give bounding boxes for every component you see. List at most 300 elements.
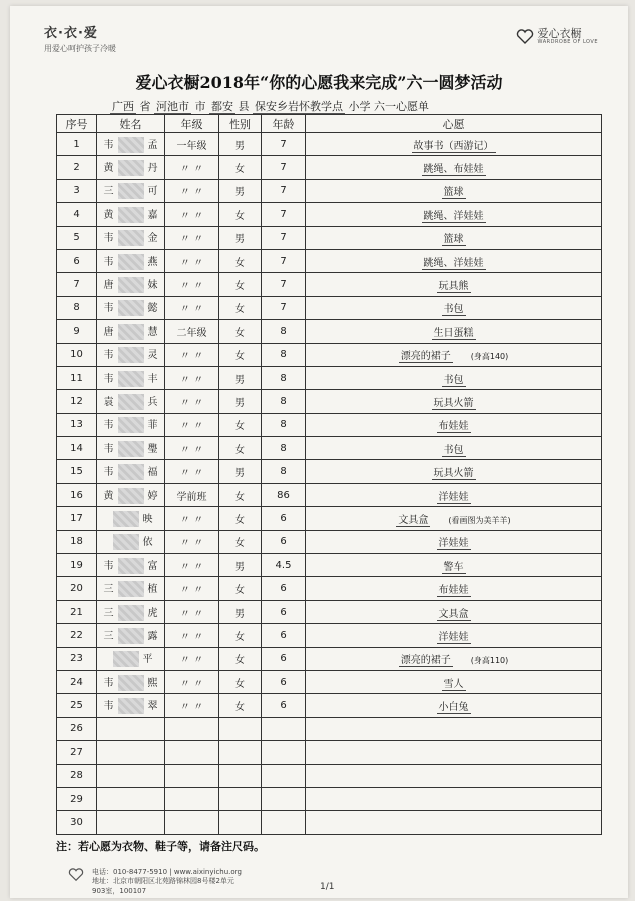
row-gender: 女	[219, 624, 262, 647]
redacted-name-mask	[118, 488, 144, 504]
name-surname: 黄	[103, 163, 114, 175]
wish-text: 书包	[443, 374, 464, 386]
brand-logo-right	[516, 28, 598, 46]
wish-text: 洋娃娃	[438, 538, 469, 550]
row-grade	[165, 741, 219, 764]
wish-text: 玩具火箭	[433, 468, 474, 480]
name-given: 璺	[147, 443, 158, 455]
name-given: 菲	[147, 420, 158, 432]
row-number: 26	[57, 717, 97, 740]
row-gender: 女	[219, 156, 262, 179]
name-surname: 韦	[103, 233, 114, 245]
name-given: 慧	[147, 326, 158, 338]
wish-text: 跳绳、洋娃娃	[423, 210, 484, 222]
row-age: 8	[262, 343, 306, 366]
redacted-name-mask	[118, 137, 144, 153]
table-row	[57, 647, 602, 670]
row-number: 2	[57, 156, 97, 179]
table-row	[57, 343, 602, 366]
row-age	[262, 717, 306, 740]
row-grade: 〃 〃	[165, 670, 219, 693]
row-number: 22	[57, 624, 97, 647]
row-gender	[219, 811, 262, 834]
redacted-name-mask	[118, 698, 144, 714]
row-wish	[306, 577, 602, 600]
table-row	[57, 741, 602, 764]
name-given: 植	[147, 584, 158, 596]
redacted-name-mask	[118, 230, 144, 246]
school-line	[110, 98, 429, 114]
name-surname: 三	[103, 607, 114, 619]
row-grade: 〃 〃	[165, 554, 219, 577]
redacted-name-mask	[118, 464, 144, 480]
wish-text: 漂亮的裙子	[400, 655, 451, 667]
county-label: 县	[238, 100, 250, 113]
col-header-name: 姓名	[97, 115, 165, 133]
row-gender	[219, 717, 262, 740]
row-number: 19	[57, 554, 97, 577]
row-grade: 〃 〃	[165, 600, 219, 623]
row-gender: 女	[219, 530, 262, 553]
row-age: 4.5	[262, 554, 306, 577]
row-grade	[165, 787, 219, 810]
row-wish	[306, 600, 602, 623]
redacted-name-mask	[118, 581, 144, 597]
row-name	[97, 670, 165, 693]
name-given: 依	[142, 537, 153, 549]
row-name	[97, 296, 165, 319]
row-number: 3	[57, 179, 97, 202]
row-age: 6	[262, 670, 306, 693]
wish-text: 玩具熊	[438, 281, 469, 293]
brand-right-name: 爱心衣橱	[537, 27, 582, 40]
name-given: 可	[147, 186, 158, 198]
redacted-name-mask	[118, 254, 144, 270]
row-age	[262, 787, 306, 810]
wish-text: 漂亮的裙子	[400, 351, 451, 363]
row-gender: 男	[219, 179, 262, 202]
row-number: 24	[57, 670, 97, 693]
row-age: 6	[262, 624, 306, 647]
row-name	[97, 133, 165, 156]
row-number: 12	[57, 390, 97, 413]
row-grade: 〃 〃	[165, 296, 219, 319]
table-row	[57, 133, 602, 156]
name-surname: 唐	[103, 280, 114, 292]
row-wish	[306, 390, 602, 413]
row-wish	[306, 787, 602, 810]
table-row	[57, 624, 602, 647]
row-age: 7	[262, 179, 306, 202]
wish-text: 洋娃娃	[438, 491, 469, 503]
row-grade: 〃 〃	[165, 507, 219, 530]
row-age: 8	[262, 390, 306, 413]
table-row	[57, 530, 602, 553]
brand-left-name: 衣·衣·爱	[44, 26, 98, 41]
table-row	[57, 413, 602, 436]
row-number: 29	[57, 787, 97, 810]
row-name	[97, 366, 165, 389]
row-wish	[306, 226, 602, 249]
row-name	[97, 273, 165, 296]
name-given: 孟	[147, 139, 158, 151]
wish-text: 小白兔	[438, 702, 469, 714]
row-gender: 女	[219, 413, 262, 436]
table-row	[57, 694, 602, 717]
wish-text: 洋娃娃	[438, 631, 469, 643]
row-wish	[306, 179, 602, 202]
col-header-age: 年龄	[262, 115, 306, 133]
row-grade: 〃 〃	[165, 437, 219, 460]
row-name	[97, 577, 165, 600]
row-number: 30	[57, 811, 97, 834]
row-name	[97, 811, 165, 834]
table-row	[57, 717, 602, 740]
wish-text: 雪人	[443, 678, 464, 690]
name-surname: 韦	[103, 560, 114, 572]
row-number: 18	[57, 530, 97, 553]
row-grade: 〃 〃	[165, 249, 219, 272]
row-number: 23	[57, 647, 97, 670]
row-gender: 男	[219, 460, 262, 483]
row-gender	[219, 764, 262, 787]
row-gender: 男	[219, 390, 262, 413]
name-given: 灵	[147, 350, 158, 362]
row-gender: 女	[219, 273, 262, 296]
wish-text: 文具盒	[438, 608, 469, 620]
name-surname: 三	[103, 630, 114, 642]
row-name	[97, 764, 165, 787]
table-row	[57, 296, 602, 319]
name-surname: 韦	[103, 443, 114, 455]
redacted-name-mask	[113, 511, 139, 527]
table-row	[57, 366, 602, 389]
row-name	[97, 507, 165, 530]
col-header-wish: 心愿	[306, 115, 602, 133]
redacted-name-mask	[113, 651, 139, 667]
row-grade	[165, 717, 219, 740]
name-surname: 韦	[103, 139, 114, 151]
wish-text: 玩具火箭	[433, 397, 474, 409]
row-age: 86	[262, 483, 306, 506]
city-value: 河池市	[156, 100, 189, 113]
worksheet-page	[10, 6, 628, 898]
redacted-name-mask	[118, 183, 144, 199]
row-name	[97, 694, 165, 717]
row-wish	[306, 437, 602, 460]
row-name	[97, 787, 165, 810]
row-wish	[306, 273, 602, 296]
row-age: 7	[262, 273, 306, 296]
row-gender: 男	[219, 554, 262, 577]
row-grade: 〃 〃	[165, 647, 219, 670]
col-header-grade: 年级	[165, 115, 219, 133]
row-number: 16	[57, 483, 97, 506]
row-wish	[306, 764, 602, 787]
row-gender: 女	[219, 483, 262, 506]
row-grade: 〃 〃	[165, 577, 219, 600]
col-header-no: 序号	[57, 115, 97, 133]
row-number: 21	[57, 600, 97, 623]
row-wish	[306, 554, 602, 577]
wish-text: 篮球	[443, 187, 464, 199]
row-wish	[306, 343, 602, 366]
row-name	[97, 343, 165, 366]
row-age: 6	[262, 694, 306, 717]
school-value: 保安乡岩怀教学点	[255, 100, 343, 113]
redacted-name-mask	[118, 160, 144, 176]
row-gender: 女	[219, 694, 262, 717]
row-number: 28	[57, 764, 97, 787]
row-gender	[219, 787, 262, 810]
row-gender: 男	[219, 600, 262, 623]
wish-text: 书包	[443, 444, 464, 456]
redacted-name-mask	[118, 558, 144, 574]
table-row	[57, 437, 602, 460]
redacted-name-mask	[118, 300, 144, 316]
row-name	[97, 249, 165, 272]
table-row	[57, 554, 602, 577]
name-given: 露	[147, 630, 158, 642]
row-wish	[306, 366, 602, 389]
footer-address2: 903室，100107	[92, 886, 147, 895]
row-number: 7	[57, 273, 97, 296]
redacted-name-mask	[118, 371, 144, 387]
wish-note: (看画图为美羊羊)	[448, 515, 511, 525]
row-grade: 〃 〃	[165, 390, 219, 413]
row-age	[262, 811, 306, 834]
wish-text: 篮球	[443, 234, 464, 246]
row-age: 8	[262, 437, 306, 460]
row-gender: 男	[219, 226, 262, 249]
row-wish	[306, 670, 602, 693]
brand-right-sub: WARDROBE OF LOVE	[537, 39, 598, 46]
row-name	[97, 203, 165, 226]
size-note: 注：若心愿为衣物、鞋子等，请备注尺码。	[56, 840, 265, 853]
name-given: 映	[142, 513, 153, 525]
row-gender: 女	[219, 670, 262, 693]
wish-text: 布娃娃	[438, 421, 469, 433]
row-grade: 〃 〃	[165, 179, 219, 202]
row-grade: 〃 〃	[165, 366, 219, 389]
name-surname: 唐	[103, 326, 114, 338]
row-age: 8	[262, 366, 306, 389]
row-name	[97, 483, 165, 506]
wish-text: 故事书（西游记）	[413, 140, 494, 152]
row-wish	[306, 460, 602, 483]
wish-text: 警车	[443, 561, 464, 573]
name-given: 燕	[147, 256, 158, 268]
row-grade: 〃 〃	[165, 203, 219, 226]
name-surname: 韦	[103, 373, 114, 385]
row-gender: 女	[219, 203, 262, 226]
row-name	[97, 600, 165, 623]
row-age: 7	[262, 133, 306, 156]
row-age: 6	[262, 577, 306, 600]
table-row	[57, 179, 602, 202]
row-gender: 女	[219, 577, 262, 600]
row-grade: 〃 〃	[165, 156, 219, 179]
row-gender: 男	[219, 366, 262, 389]
table-row	[57, 390, 602, 413]
name-surname: 韦	[103, 303, 114, 315]
name-given: 嘉	[147, 209, 158, 221]
name-given: 丰	[147, 373, 158, 385]
name-given: 翠	[147, 701, 158, 713]
row-number: 10	[57, 343, 97, 366]
row-name	[97, 741, 165, 764]
row-number: 1	[57, 133, 97, 156]
row-name	[97, 413, 165, 436]
name-surname: 三	[103, 186, 114, 198]
name-surname: 韦	[103, 467, 114, 479]
row-wish	[306, 296, 602, 319]
school-label: 小学 六一心愿单	[348, 100, 429, 113]
page-title: 爱心衣橱2018年“你的心愿我来完成”六一圆梦活动	[135, 73, 503, 92]
name-given: 妹	[147, 280, 158, 292]
redacted-name-mask	[118, 675, 144, 691]
name-surname: 黄	[103, 209, 114, 221]
table-header-row	[57, 115, 602, 133]
row-grade: 〃 〃	[165, 694, 219, 717]
footer-address: 地址：北京市朝阳区北苑路锦林园8号楼2单元	[92, 877, 234, 886]
table-row	[57, 600, 602, 623]
row-gender	[219, 741, 262, 764]
row-grade	[165, 764, 219, 787]
table-row	[57, 249, 602, 272]
row-name	[97, 226, 165, 249]
name-given: 金	[147, 233, 158, 245]
row-number: 13	[57, 413, 97, 436]
redacted-name-mask	[118, 628, 144, 644]
brand-left-slogan: 用爱心呵护孩子冷暖	[44, 44, 116, 53]
row-number: 27	[57, 741, 97, 764]
name-surname: 三	[103, 584, 114, 596]
row-number: 6	[57, 249, 97, 272]
name-surname: 韦	[103, 350, 114, 362]
row-gender: 女	[219, 249, 262, 272]
table-row	[57, 226, 602, 249]
table-row	[57, 320, 602, 343]
row-name	[97, 179, 165, 202]
footer	[68, 868, 242, 896]
name-given: 婷	[147, 490, 158, 502]
row-name	[97, 647, 165, 670]
row-grade: 〃 〃	[165, 343, 219, 366]
table-row	[57, 460, 602, 483]
name-given: 福	[147, 467, 158, 479]
row-name	[97, 460, 165, 483]
row-name	[97, 390, 165, 413]
footer-phone: 电话：010-8477-5910 | www.aixinyichu.org	[92, 868, 242, 876]
wish-list-table	[56, 114, 602, 835]
table-row	[57, 483, 602, 506]
row-wish	[306, 413, 602, 436]
name-surname: 韦	[103, 420, 114, 432]
name-given: 懿	[147, 303, 158, 315]
row-age: 6	[262, 600, 306, 623]
row-wish	[306, 530, 602, 553]
row-grade	[165, 811, 219, 834]
hanger-heart-icon	[516, 29, 534, 45]
row-grade: 〃 〃	[165, 460, 219, 483]
row-grade: 〃 〃	[165, 226, 219, 249]
name-surname: 韦	[103, 677, 114, 689]
redacted-name-mask	[118, 605, 144, 621]
row-number: 20	[57, 577, 97, 600]
province-label: 省	[139, 100, 151, 113]
redacted-name-mask	[118, 417, 144, 433]
row-wish	[306, 647, 602, 670]
name-given: 平	[142, 654, 153, 666]
row-number: 11	[57, 366, 97, 389]
row-wish	[306, 203, 602, 226]
row-age: 6	[262, 530, 306, 553]
table-row	[57, 670, 602, 693]
province-value: 广西	[112, 100, 134, 113]
table-row	[57, 507, 602, 530]
wish-text: 跳绳、布娃娃	[423, 164, 484, 176]
name-surname: 黄	[103, 490, 114, 502]
row-wish	[306, 694, 602, 717]
row-gender: 女	[219, 647, 262, 670]
county-value: 都安	[211, 100, 233, 113]
table-row	[57, 764, 602, 787]
row-wish	[306, 717, 602, 740]
row-wish	[306, 811, 602, 834]
row-gender: 女	[219, 296, 262, 319]
row-wish	[306, 249, 602, 272]
row-number: 4	[57, 203, 97, 226]
row-name	[97, 437, 165, 460]
row-name	[97, 554, 165, 577]
name-surname: 韦	[103, 701, 114, 713]
redacted-name-mask	[113, 534, 139, 550]
row-name	[97, 320, 165, 343]
row-age: 7	[262, 156, 306, 179]
name-given: 兵	[147, 396, 158, 408]
name-surname: 韦	[103, 256, 114, 268]
name-given: 丹	[147, 163, 158, 175]
row-gender: 女	[219, 320, 262, 343]
name-given: 富	[147, 560, 158, 572]
table-row	[57, 203, 602, 226]
row-number: 25	[57, 694, 97, 717]
row-age: 7	[262, 226, 306, 249]
name-given: 虎	[147, 607, 158, 619]
wish-text: 跳绳、洋娃娃	[423, 257, 484, 269]
table-row	[57, 156, 602, 179]
row-wish	[306, 320, 602, 343]
row-wish	[306, 133, 602, 156]
redacted-name-mask	[118, 277, 144, 293]
table-row	[57, 811, 602, 834]
row-gender: 男	[219, 133, 262, 156]
wish-text: 文具盒	[398, 514, 429, 526]
row-number: 5	[57, 226, 97, 249]
row-age: 7	[262, 203, 306, 226]
brand-logo-left	[44, 22, 116, 54]
table-body	[57, 133, 602, 835]
wish-text: 生日蛋糕	[433, 327, 474, 339]
wish-note: (身高110)	[470, 656, 509, 666]
row-age: 8	[262, 413, 306, 436]
redacted-name-mask	[118, 394, 144, 410]
redacted-name-mask	[118, 324, 144, 340]
row-gender: 女	[219, 437, 262, 460]
row-wish	[306, 156, 602, 179]
wish-text: 布娃娃	[438, 585, 469, 597]
